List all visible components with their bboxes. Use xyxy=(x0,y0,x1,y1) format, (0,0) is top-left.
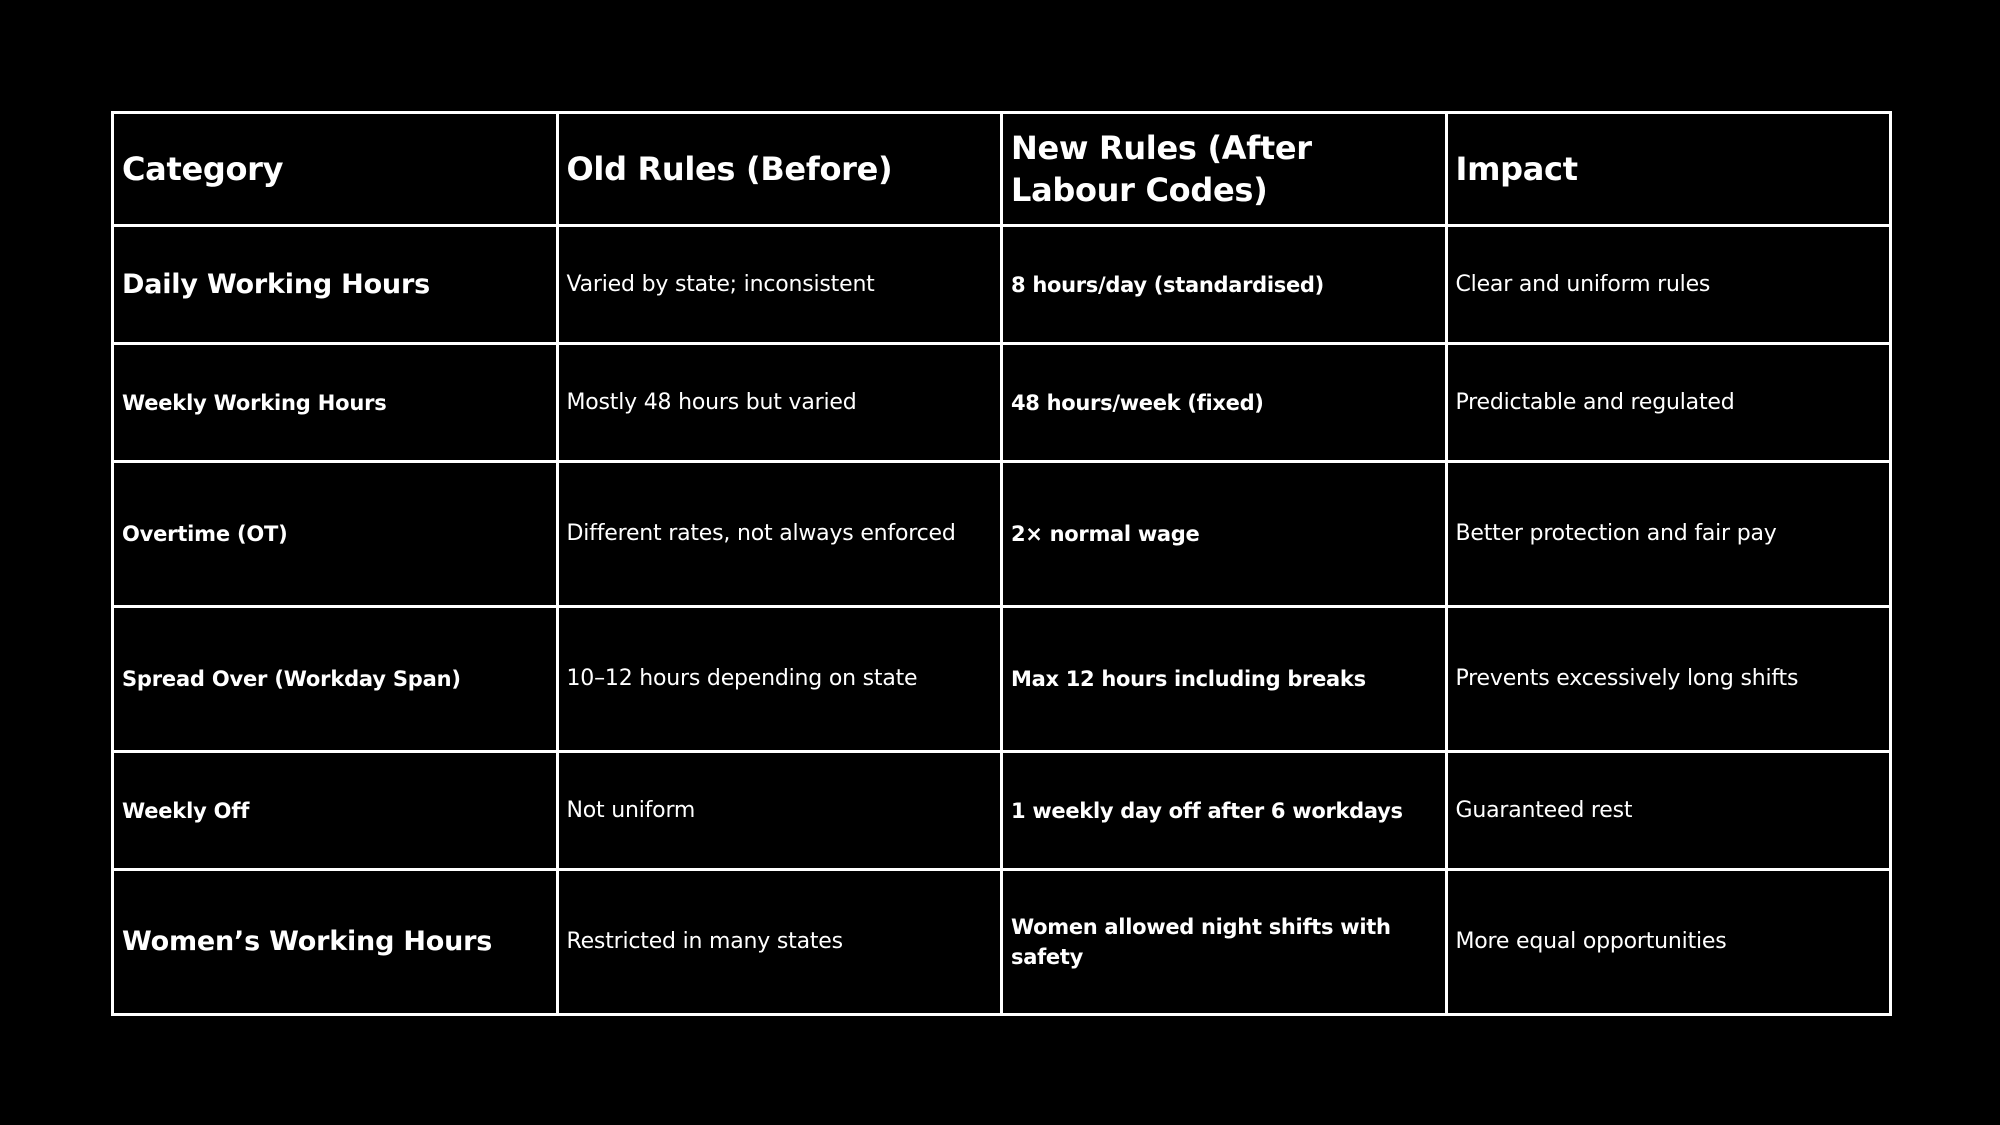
cell-category: Weekly Working Hours xyxy=(113,344,558,462)
labour-rules-table-container xyxy=(111,111,1889,1016)
table-row xyxy=(113,226,1891,344)
header-category: Category xyxy=(113,113,558,226)
cell-category: Daily Working Hours xyxy=(113,226,558,344)
header-new-rules: New Rules (After Labour Codes) xyxy=(1002,113,1447,226)
cell-new-rule: 2× normal wage xyxy=(1002,462,1447,607)
cell-old-rule: Restricted in many states xyxy=(557,870,1002,1015)
cell-impact: Better protection and fair pay xyxy=(1446,462,1891,607)
cell-new-rule: 1 weekly day off after 6 workdays xyxy=(1002,752,1447,870)
cell-new-rule: Women allowed night shifts with safety xyxy=(1002,870,1447,1015)
cell-old-rule: Varied by state; inconsistent xyxy=(557,226,1002,344)
cell-category: Overtime (OT) xyxy=(113,462,558,607)
cell-new-rule: 48 hours/week (fixed) xyxy=(1002,344,1447,462)
table-header-row xyxy=(113,113,1891,226)
header-old-rules: Old Rules (Before) xyxy=(557,113,1002,226)
cell-impact: More equal opportunities xyxy=(1446,870,1891,1015)
cell-impact: Guaranteed rest xyxy=(1446,752,1891,870)
cell-impact: Prevents excessively long shifts xyxy=(1446,607,1891,752)
cell-category: Spread Over (Workday Span) xyxy=(113,607,558,752)
header-impact: Impact xyxy=(1446,113,1891,226)
cell-category: Weekly Off xyxy=(113,752,558,870)
cell-impact: Clear and uniform rules xyxy=(1446,226,1891,344)
cell-old-rule: 10–12 hours depending on state xyxy=(557,607,1002,752)
cell-category: Women’s Working Hours xyxy=(113,870,558,1015)
table-row xyxy=(113,752,1891,870)
table-row xyxy=(113,462,1891,607)
cell-old-rule: Different rates, not always enforced xyxy=(557,462,1002,607)
table-row xyxy=(113,344,1891,462)
labour-rules-table xyxy=(111,111,1892,1016)
cell-new-rule: Max 12 hours including breaks xyxy=(1002,607,1447,752)
cell-old-rule: Mostly 48 hours but varied xyxy=(557,344,1002,462)
cell-impact: Predictable and regulated xyxy=(1446,344,1891,462)
cell-new-rule: 8 hours/day (standardised) xyxy=(1002,226,1447,344)
table-row xyxy=(113,870,1891,1015)
table-row xyxy=(113,607,1891,752)
cell-old-rule: Not uniform xyxy=(557,752,1002,870)
